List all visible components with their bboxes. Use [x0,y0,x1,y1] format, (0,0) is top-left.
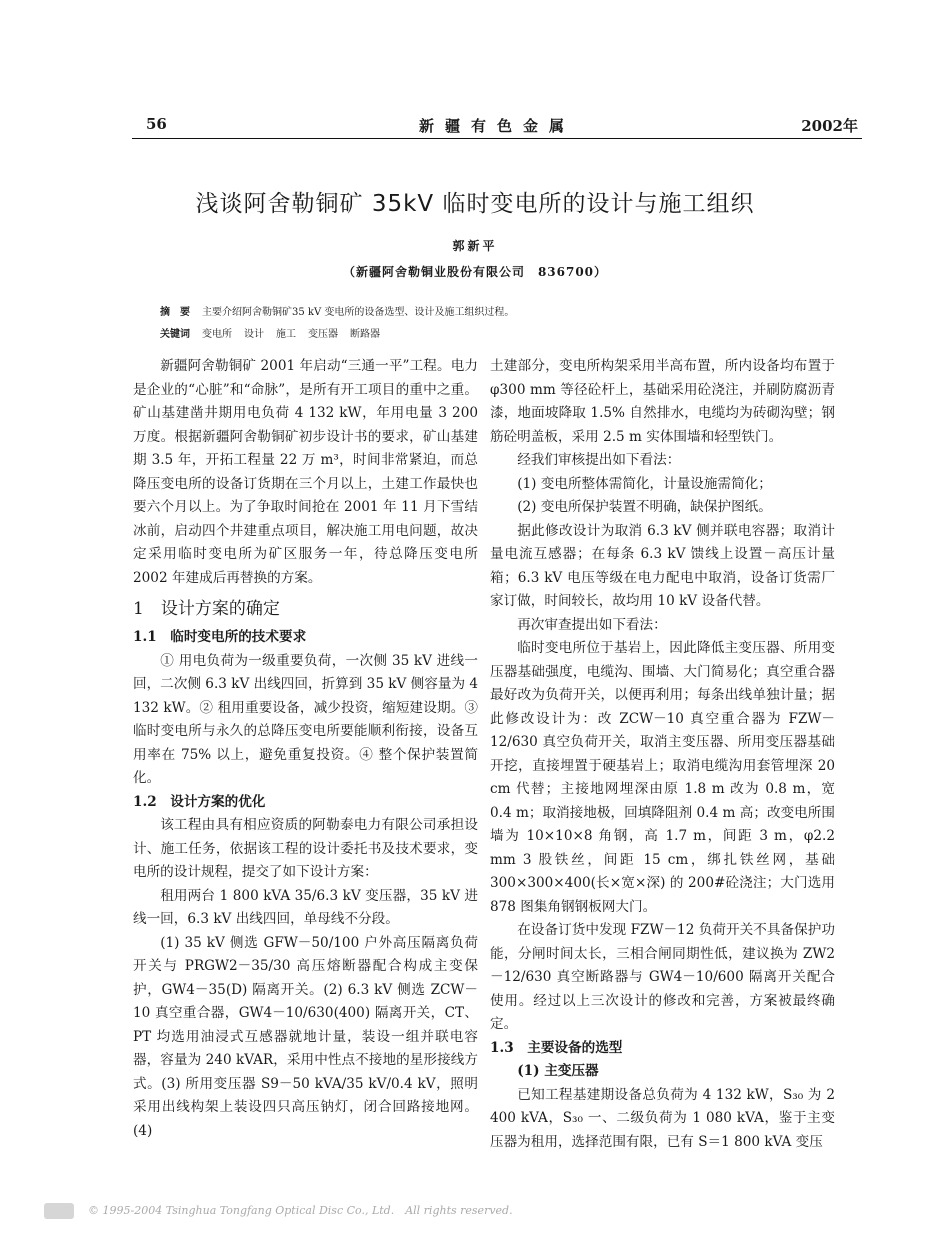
keywords [160,325,720,340]
page-number: 56 [146,115,167,133]
subsection-heading: 1.1 临时变电所的技术要求 [133,629,307,645]
keyword: 施工 [276,329,296,340]
abstract-label: 摘 要 [160,307,190,318]
section-heading: 1 设计方案的确定 [133,599,280,619]
subsection-heading: 1.3 主要设备的选型 [490,1039,623,1056]
subsection-heading: 1.2 设计方案的优化 [133,793,266,810]
paragraph: 据此修改设计为取消 6.3 kV 侧并联电容器；取消计量电流互感器；在每条 6.3 kV 馈线上设置－高压计量箱；6.3 kV 电压等级在电力配电中取消，设备订货需厂家订做，时间较长，故均用 10 kV 设备代替。 [490,522,835,609]
paragraph: 再次审查提出如下看法： [517,616,667,633]
copyright-footer [44,1202,513,1219]
paragraph: 经我们审核提出如下看法： [517,452,681,468]
copyright-text: © 1995-2004 Tsinghua Tongfang Optical Disc Co., Ltd. All rights reserved. [88,1204,513,1217]
abstract [160,303,720,318]
paragraph: 临时变电所位于基岩上，因此降低主变压器、所用变压器基础强度，电缆沟、围墙、大门简易化；真空重合器最好改为负荷开关，以便再利用；每条出线单独计量；据此修改设计为：改 ZCW－10 真空重合器为 FZW－12/630 真空负荷开关，取消主变压器、所用变压器基础开挖，直接埋置于硬基岩上；取消电缆沟用套管埋深 20 cm 代替；主接地网埋深由原 1.8 m 改为 0.8 m，宽 0.4 m；取消接地极，回填降阻剂 0.4 m 高；改变电所围墙为 10×10×8 角钢，高 1.7 m，间距 3 m，φ2.2 mm 3 股铁丝，间距 15 cm，绑扎铁丝网，基础 300×300×400(长×宽×深) 的 200#砼浇注；大门选用 878 图集角钢钢板网大门。 [490,640,835,915]
affiliation: （新疆阿舍勒铜业股份有限公司 836700） [342,265,608,279]
keyword: 断路器 [350,329,380,340]
paragraph: 该工程由具有相应资质的阿勒泰电力有限公司承担设计、施工任务，依据该工程的设计委托书及技术要求，变电所的设计规程，提交了如下设计方案： [133,817,478,880]
issue-year: 2002年 [801,117,858,135]
left-column [133,355,478,1143]
abstract-text: 主要介绍阿舍勒铜矿35 kV 变电所的设备选型、设计及施工组织过程。 [202,307,515,318]
paragraph: 已知工程基建期设备总负荷为 4 132 kW，S₃₀ 为 2 400 kVA，S₃₀ 一、二级负荷为 1 080 kVA，鉴于主变压器为租用，选择范围有限，已有 S＝1 800 kVA 变压 [490,1086,835,1150]
list-item: (1) 变电所整体需简化，计量设施需简化； [517,475,772,492]
publisher-logo-icon [44,1203,74,1219]
paragraph: (1) 35 kV 侧选 GFW－50/100 户外高压隔离负荷开关与 PRGW2－35/30 高压熔断器配合构成主变保护，GW4－35(D) 隔离开关。(2) 6.3 kV 侧选 ZCW－10 真空重合器，GW4－10/630(400) 隔离开关，CT、PT 均选用油浸式互感器就地计量，装设一组并联电容器，容量为 240 kVAR，采用中性点不接地的星形接线方式。(3) 所用变压器 S9－50 kVA/35 kV/0.4 kV，照明采用出线构架上装设四只高压钠灯，闭合回路接地网。(4) [133,934,478,1139]
intro-paragraph: 新疆阿舍勒铜矿 2001 年启动“三通一平”工程。电力是企业的“心脏”和“命脉”，是所有开工项目的重中之重。矿山基建凿井期用电负荷 4 132 kW，年用电量 3 200 万度。根据新疆阿舍勒铜矿初步设计书的要求，矿山基建期 3.5 年，开拓工程量 22 万 m³，时间非常紧迫，而总降压变电所的设备订货期在三个月以上，土建工作最快也要六个月以上。为了争取时间抢在 2001 年 11 月下雪结冰前，启动四个井建重点项目，解决施工用电问题，故决定采用临时变电所为矿区服务一年，待总降压变电所 2002 年建成后再替换的方案。 [133,358,478,586]
keyword: 设计 [244,329,264,340]
paragraph: 租用两台 1 800 kVA 35/6.3 kV 变压器，35 kV 进线一回，6.3 kV 出线四回，单母线不分段。 [133,887,478,927]
keyword: 变压器 [308,329,338,340]
paragraph: 土建部分，变电所构架采用半高布置，所内设备均布置于 φ300 mm 等径砼杆上，基础采用砼浇注，并刷防腐沥青漆，地面坡降取 1.5% 自然排水，电缆均为砖砌沟壁；钢筋砼明盖板，采用 2.5 m 实体围墙和轻型铁门。 [490,358,835,445]
journal-name: 新疆有色金属 [418,117,575,135]
running-header [132,112,862,139]
sub-subsection-heading: (1) 主变压器 [517,1063,599,1079]
paragraph: ① 用电负荷为一级重要负荷，一次侧 35 kV 进线一回，二次侧 6.3 kV 出线四回，折算到 35 kV 侧容量为 4 132 kW。② 租用重要设备，减少投资，缩短建设期。③ 临时变电所与永久的总降压变电所要能顺利衔接，设备互用率在 75% 以上，避免重复投资。④ 整个保护装置简化。 [133,652,479,786]
right-column [490,355,835,1154]
author: 郭新平 [452,239,498,253]
paragraph: 在设备订货中发现 FZW－12 负荷开关不具备保护功能，分闸时间太长，三相合闸同期性低，建议换为 ZW2－12/630 真空断路器与 GW4－10/600 隔离开关配合使用。经过以上三次设计的修改和完善，方案被最终确定。 [490,922,835,1032]
article-title: 浅谈阿舍勒铜矿 35kV 临时变电所的设计与施工组织 [195,191,755,217]
keyword: 变电所 [202,329,232,340]
keywords-label: 关键词 [160,329,190,340]
list-item: (2) 变电所保护装置不明确，缺保护图纸。 [517,499,772,515]
